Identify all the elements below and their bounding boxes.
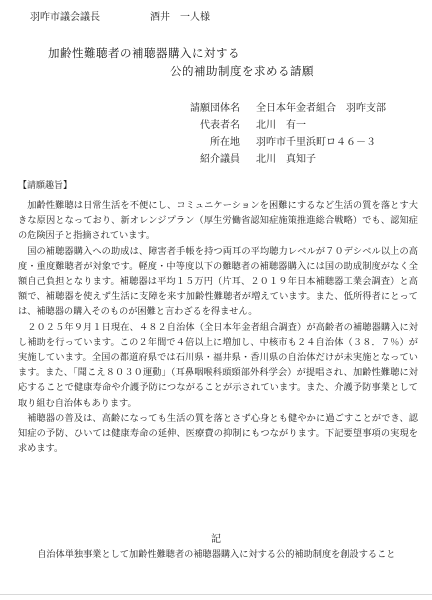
petitioner-org-value: 全日本年金者組合 羽咋支部 <box>256 103 386 114</box>
addressee <box>30 8 210 23</box>
address-value: 羽咋市千里浜町ロ４６－３ <box>256 137 376 148</box>
body-paragraph-1: 加齢性難聴は日常生活を不便にし、コミュニケーションを困難にするなど生活の質を落とす大きな原因となっており、新オレンジプラン（厚生労働省認知症施策推進総合戦略）でも、認知症の危険因子と指摘されています。 <box>18 200 418 242</box>
page-bottom-divider <box>0 594 432 595</box>
petition-body <box>18 198 418 456</box>
introducer-value: 北川 真知子 <box>256 154 316 165</box>
address-label: 所在地 <box>210 137 240 148</box>
body-paragraph-2: 国の補聴器購入への助成は、障害者手帳を持つ両耳の平均聴力レベルが７０デシベル以上の高度・重度難聴者が対象です。軽度・中等度以下の難聴者の補聴器購入には国の助成制度がなく全額自己負担となります。補聴器は平均１５万円（片耳、２０１９年日本補聴器工業会調査）と高額で、補聴器を使えず生活に支障を来す加齢性難聴者が増えています。また、低所得者にとっては、補聴器の購入そのものが困難と言わざるを得ません。 <box>18 245 418 318</box>
body-paragraph-3: ２０２５年９月１日現在、４８２自治体（全日本年金者組合調査）が高齢者の補聴器購入に対し補助を行っています。この２年間で４倍以上に増加し、中核市も２４自治体（３８．７％）が実施しています。全国の都道府県では石川県・福井県・香川県の自治体だけが未実施となっています。また、「聞こえ８０３０運動」（耳鼻咽喉科頭頸部外科学会）が提唱され、加齢性難聴に対応することで健康寿命や介護予防につながることが示されています。また、介護予防事業として取り組む自治体もあります。 <box>18 321 418 409</box>
petitioner-row-address <box>170 134 386 151</box>
representative-label: 代表者名 <box>200 120 240 131</box>
body-paragraph-4: 補聴器の普及は、高齢になっても生活の質を落とさず心身とも健やかに過ごすことができ、認知症の予防、ひいては健康寿命の延伸、医療費の抑制にもつながります。下記要望事項の実現を求めます。 <box>18 412 418 455</box>
representative-value: 北川 有一 <box>256 120 306 131</box>
addressee-name: 酒井 一人様 <box>150 12 210 23</box>
petitioner-row-representative <box>170 117 386 134</box>
petitioner-info <box>170 100 386 168</box>
petitioner-row-introducer <box>170 151 386 168</box>
document-title-line-1: 加齢性難聴者の補聴器購入に対する <box>48 46 240 60</box>
petitioner-row-org <box>170 100 386 117</box>
section-heading: 【請願趣旨】 <box>18 181 73 191</box>
document-title-line-2: 公的補助制度を求める請願 <box>170 64 314 78</box>
ki-heading: 記 <box>211 534 221 545</box>
introducer-label: 紹介議員 <box>200 154 240 165</box>
addressee-org: 羽咋市議会議長 <box>30 12 100 23</box>
petitioner-org-label: 請願団体名 <box>190 103 240 114</box>
resolution-item: 自治体単独事業として加齢性難聴者の補聴器購入に対する公的補助制度を創設すること <box>37 549 396 560</box>
